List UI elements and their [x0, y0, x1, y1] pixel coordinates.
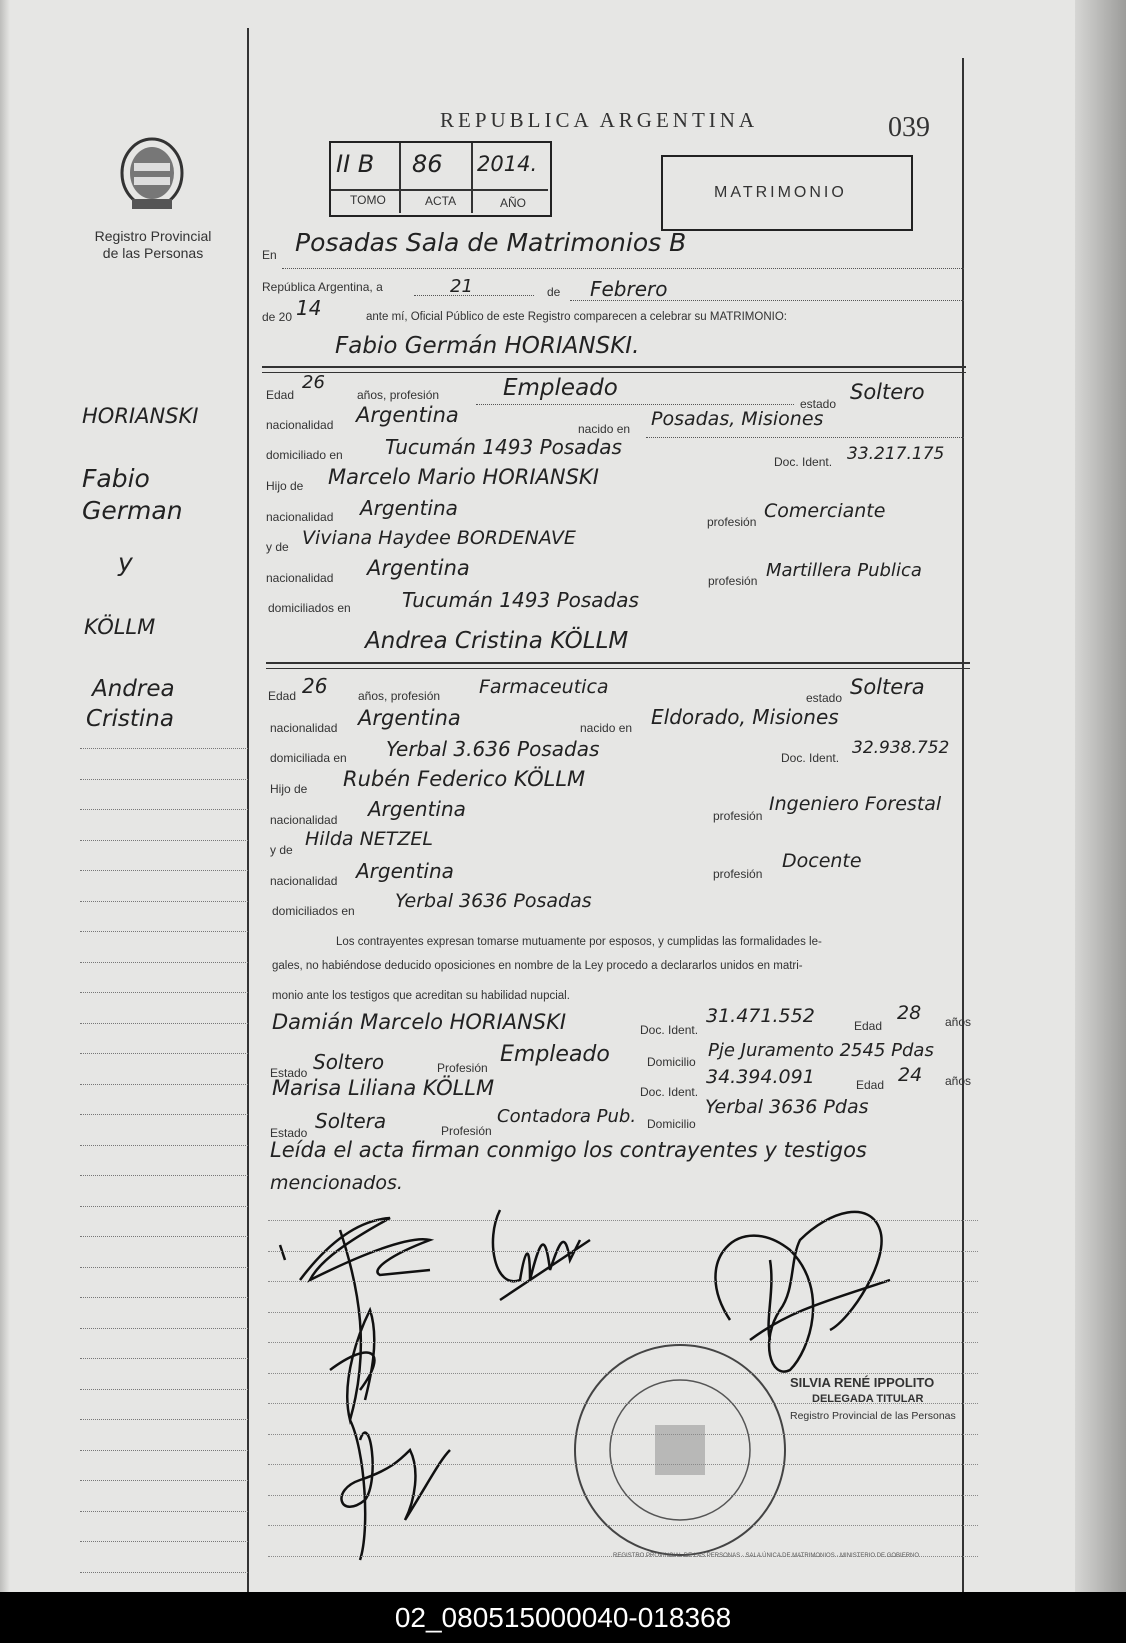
- ruled-line: [80, 1175, 248, 1176]
- ruled-line: [80, 931, 248, 932]
- ruled-line: [80, 962, 248, 963]
- witness1-prof: Empleado: [500, 1042, 610, 1067]
- margin-given2b: Cristina: [86, 706, 174, 732]
- closing-line-1: Leída el acta firman conmigo los contrayentes y testigos: [270, 1138, 867, 1162]
- table-divider: [471, 143, 473, 213]
- table-divider: [331, 189, 548, 191]
- witness2-estado-label: Estado: [270, 1126, 308, 1140]
- place-line: [282, 268, 964, 269]
- official-registry: Registro Provincial de las Personas: [790, 1410, 956, 1422]
- witness1-estado: Soltero: [313, 1050, 385, 1074]
- witness2-estado: Soltera: [315, 1109, 387, 1133]
- ruled-line: [268, 1495, 978, 1496]
- witness1-dom-label: Domicilio: [647, 1055, 696, 1069]
- de-label: de: [547, 285, 561, 299]
- ruled-line: [80, 901, 248, 902]
- bride-nac-madre-label: nacionalidad: [270, 874, 338, 888]
- ruled-line: [80, 992, 248, 993]
- section-rule: [266, 668, 970, 669]
- groom-edad: 26: [302, 372, 325, 393]
- page-edge-right: [1075, 0, 1126, 1592]
- bride-prof-padre-label: profesión: [713, 809, 763, 823]
- bride-nac-padre: Argentina: [368, 797, 466, 821]
- bride-prof-madre-label: profesión: [713, 867, 763, 881]
- en-label: En: [262, 248, 277, 262]
- witness2-dom: Yerbal 3636 Pdas: [705, 1096, 869, 1118]
- witness2-edad-label: Edad: [856, 1078, 885, 1092]
- ruled-line: [268, 1312, 978, 1313]
- ruled-line: [80, 1206, 248, 1207]
- anio-label: AÑO: [500, 196, 527, 210]
- witness1-edad: 28: [897, 1002, 922, 1024]
- witness1-prof-label: Profesión: [437, 1061, 488, 1075]
- acta-value: 86: [412, 150, 443, 178]
- bride-profesion: Farmaceutica: [479, 676, 609, 698]
- witness1-doc: 31.471.552: [706, 1005, 815, 1027]
- ruled-line: [268, 1251, 978, 1252]
- witness1-dom: Pje Juramento 2545 Pdas: [708, 1040, 934, 1061]
- bride-estado-label: estado: [806, 691, 843, 705]
- ruled-line: [80, 1236, 248, 1237]
- witness2-doc-label: Doc. Ident.: [640, 1085, 699, 1099]
- official-seal-icon: [575, 1345, 785, 1555]
- ruled-line: [80, 1480, 248, 1481]
- ruled-line: [80, 1084, 248, 1085]
- section-rule: [266, 662, 970, 664]
- ruled-line: [268, 1373, 978, 1374]
- bride-nac-padre-label: nacionalidad: [270, 813, 338, 827]
- section-rule: [262, 366, 966, 368]
- ruled-line: [268, 1556, 978, 1557]
- ruled-line: [268, 1525, 978, 1526]
- bride-doc-label: Doc. Ident.: [781, 751, 840, 765]
- republica-label: República Argentina, a: [262, 280, 383, 294]
- witness2-dom-label: Domicilio: [647, 1117, 696, 1131]
- ruled-line: [80, 1297, 248, 1298]
- bride-hijo-label: Hijo de: [270, 782, 308, 796]
- margin-given1b: German: [82, 496, 183, 525]
- section-rule: [262, 372, 966, 373]
- statement-line-1: Los contrayentes expresan tomarse mutuamente por esposos, y cumplidas las formalidades le-: [336, 936, 822, 948]
- intro-sentence: ante mí, Oficial Público de este Registro comparecen a celebrar su MATRIMONIO:: [366, 311, 787, 323]
- bride-nacionalidad: Argentina: [358, 706, 461, 730]
- groom-edad-label: Edad: [266, 388, 295, 402]
- folio-number: 039: [888, 112, 930, 143]
- bride-madre: Hilda NETZEL: [305, 828, 434, 850]
- groom-prof-madre-label: profesión: [708, 574, 758, 588]
- year-value: 14: [296, 296, 322, 320]
- bride-full-name: Andrea Cristina KÖLLM: [365, 628, 629, 654]
- ruled-line: [80, 1511, 248, 1512]
- groom-prof-padre-label: profesión: [707, 515, 757, 529]
- scan-id-footer: 02_080515000040-018368: [0, 1592, 1126, 1643]
- ruled-line: [80, 840, 248, 841]
- seal-text: REGISTRO PROVINCIAL DE LAS PERSONAS · SALA ÚNICA DE MATRIMONIOS · MINISTERIO DE GOBIERNO: [613, 1553, 920, 1559]
- groom-doms-label: domiciliados en: [268, 601, 351, 615]
- ruled-line: [80, 809, 248, 810]
- registry-label: [88, 228, 218, 262]
- ruled-line: [80, 870, 248, 871]
- groom-dom-label: domiciliado en: [266, 448, 343, 462]
- witness2-edad: 24: [898, 1064, 923, 1086]
- bride-doc: 32.938.752: [852, 738, 950, 758]
- ruled-line: [80, 1328, 248, 1329]
- day-line: [414, 295, 534, 296]
- groom-estado-label: estado: [800, 397, 837, 411]
- tomo-label: TOMO: [350, 193, 386, 207]
- bride-domicilio: Yerbal 3.636 Posadas: [386, 737, 600, 761]
- margin-given1a: Fabio: [82, 464, 150, 493]
- witness2-name: Marisa Liliana KÖLLM: [272, 1076, 495, 1100]
- ruled-line: [80, 1023, 248, 1024]
- ruled-line: [80, 748, 248, 749]
- right-rule: [962, 58, 964, 1592]
- ruled-line: [268, 1220, 978, 1221]
- ruled-line: [268, 1464, 978, 1465]
- groom-doc-label: Doc. Ident.: [774, 455, 833, 469]
- ruled-line: [80, 779, 248, 780]
- ruled-line: [268, 1403, 978, 1404]
- doc-type: MATRIMONIO: [714, 184, 847, 201]
- groom-anos-label: años, profesión: [357, 388, 440, 402]
- witness1-estado-label: Estado: [270, 1066, 308, 1080]
- groom-doc: 33.217.175: [847, 444, 945, 464]
- registry-line-1: Registro Provincial: [94, 228, 212, 244]
- ruled-line: [268, 1434, 978, 1435]
- groom-nac-madre-label: nacionalidad: [266, 571, 334, 585]
- ruled-line: [268, 1342, 978, 1343]
- groom-nac-madre: Argentina: [367, 556, 470, 580]
- bride-prof-padre: Ingeniero Forestal: [769, 793, 942, 815]
- groom-domicilio: Tucumán 1493 Posadas: [385, 435, 622, 459]
- groom-madre: Viviana Haydee BORDENAVE: [302, 527, 576, 549]
- bride-nacido-label: nacido en: [580, 721, 633, 735]
- bride-edad: 26: [302, 674, 328, 698]
- ruled-line: [80, 1450, 248, 1451]
- country-title: REPUBLICA ARGENTINA: [440, 108, 759, 132]
- bride-dom-label: domiciliada en: [270, 751, 347, 765]
- anio-value: 2014.: [477, 152, 538, 176]
- bride-estado: Soltera: [850, 675, 925, 699]
- tomo-value: II B: [336, 150, 375, 178]
- page-edge-left: [0, 0, 10, 1592]
- bride-padre: Rubén Federico KÖLLM: [343, 767, 586, 791]
- witness1-name: Damián Marcelo HORIANSKI: [272, 1010, 567, 1034]
- witness2-prof: Contadora Pub.: [497, 1106, 637, 1127]
- official-signature: [715, 1212, 890, 1372]
- table-divider: [399, 143, 401, 213]
- bride-doms-label: domiciliados en: [272, 904, 355, 918]
- groom-prof-padre: Comerciante: [764, 500, 886, 522]
- groom-nac-padre: Argentina: [360, 496, 458, 520]
- ruled-line: [80, 1145, 248, 1146]
- official-name: SILVIA RENÉ IPPOLITO: [790, 1375, 935, 1390]
- witness1-doc-label: Doc. Ident.: [640, 1023, 699, 1037]
- bride-yde-label: y de: [270, 843, 293, 857]
- bride-nacido: Eldorado, Misiones: [651, 705, 839, 729]
- bride-prof-madre: Docente: [782, 850, 862, 872]
- ruled-line: [80, 1389, 248, 1390]
- ruled-line: [80, 1053, 248, 1054]
- margin-and: y: [118, 548, 133, 577]
- place-value: Posadas Sala de Matrimonios B: [295, 228, 687, 257]
- margin-surname2: KÖLLM: [84, 615, 156, 639]
- statement-line-3: monio ante los testigos que acreditan su habilidad nupcial.: [272, 990, 570, 1002]
- acta-label: ACTA: [425, 194, 457, 208]
- groom-nacido-line: [646, 437, 964, 438]
- groom-nac-padre-label: nacionalidad: [266, 510, 334, 524]
- groom-prof-line: [476, 404, 794, 405]
- margin-given2a: Andrea: [92, 676, 175, 702]
- groom-estado: Soltero: [850, 380, 925, 404]
- registry-line-2: de las Personas: [102, 245, 204, 261]
- bride-edad-label: Edad: [268, 689, 297, 703]
- groom-nacionalidad: Argentina: [356, 403, 459, 427]
- bride-nac-madre: Argentina: [356, 859, 454, 883]
- groom-prof-madre: Martillera Publica: [766, 560, 922, 581]
- groom-nacido-label: nacido en: [578, 422, 631, 436]
- groom-full-name: Fabio Germán HORIANSKI.: [335, 333, 640, 359]
- signature-strokes: [280, 1210, 590, 1560]
- groom-padre: Marcelo Mario HORIANSKI: [328, 465, 599, 489]
- witness2-anos-label: años: [945, 1074, 972, 1088]
- official-title: DELEGADA TITULAR: [812, 1393, 924, 1405]
- margin-surname1: HORIANSKI: [82, 404, 199, 428]
- statement-line-2: gales, no habiéndose deducido oposiciones en nombre de la Ley procedo a declararlos unidos en matri-: [272, 960, 803, 972]
- ruled-line: [80, 1114, 248, 1115]
- witness2-prof-label: Profesión: [441, 1124, 492, 1138]
- groom-hijo-label: Hijo de: [266, 479, 304, 493]
- ruled-line: [268, 1281, 978, 1282]
- witness1-edad-label: Edad: [854, 1019, 883, 1033]
- witness2-doc: 34.394.091: [706, 1066, 815, 1088]
- bride-nac-label: nacionalidad: [270, 721, 338, 735]
- province-emblem-icon: [114, 133, 190, 213]
- groom-profesion: Empleado: [503, 375, 618, 401]
- witness1-anos-label: años: [945, 1015, 972, 1029]
- groom-nac-label: nacionalidad: [266, 418, 334, 432]
- day-value: 21: [450, 276, 473, 297]
- groom-yde-label: y de: [266, 540, 289, 554]
- bride-dom-padres: Yerbal 3636 Posadas: [395, 890, 592, 912]
- groom-dom-padres: Tucumán 1493 Posadas: [402, 588, 639, 612]
- groom-nacido: Posadas, Misiones: [651, 408, 824, 430]
- closing-line-2: mencionados.: [270, 1172, 403, 1194]
- month-value: Febrero: [590, 277, 668, 301]
- ruled-line: [80, 1358, 248, 1359]
- ruled-line: [80, 1541, 248, 1542]
- ruled-line: [80, 1419, 248, 1420]
- bride-anos-label: años, profesión: [358, 689, 441, 703]
- de20-label: de 20: [262, 310, 293, 324]
- ruled-line: [80, 1572, 248, 1573]
- ruled-line: [80, 1267, 248, 1268]
